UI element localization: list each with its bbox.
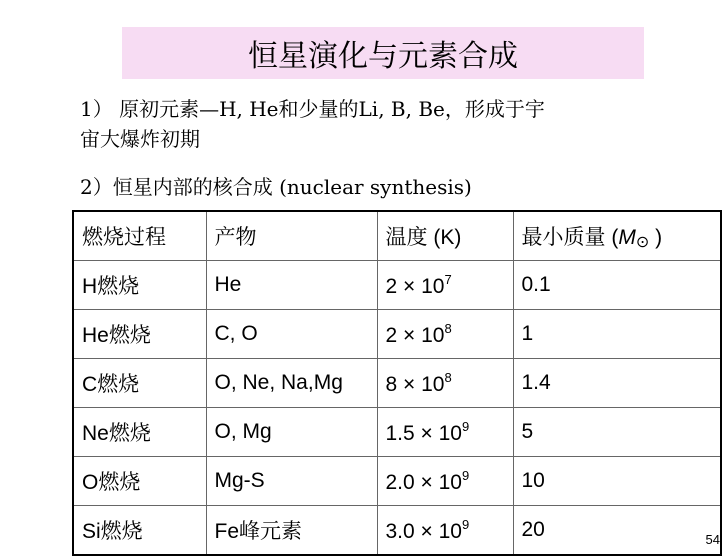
cell-min-mass: 0.1 bbox=[513, 261, 721, 310]
cell-process: H燃烧 bbox=[73, 261, 206, 310]
header-min-mass-suffix: ) bbox=[649, 225, 663, 249]
temperature-base: 1.5 × 10 bbox=[385, 421, 462, 445]
cell-min-mass: 20 bbox=[513, 506, 721, 556]
temperature-base: 2 × 10 bbox=[385, 323, 445, 347]
header-process: 燃烧过程 bbox=[73, 211, 206, 261]
cell-product: Fe峰元素 bbox=[206, 506, 377, 556]
temperature-exponent: 9 bbox=[461, 467, 470, 483]
cell-temperature bbox=[377, 506, 513, 556]
temperature-base: 3.0 × 10 bbox=[385, 519, 462, 543]
cell-min-mass: 10 bbox=[513, 457, 721, 506]
temperature-exponent: 9 bbox=[461, 516, 470, 532]
cell-product: O, Mg bbox=[206, 408, 377, 457]
header-min-mass-symbol: M bbox=[618, 225, 636, 249]
point-2: 2）恒星内部的核合成 (nuclear synthesis) bbox=[80, 175, 472, 199]
temperature-base: 2 × 10 bbox=[385, 274, 445, 298]
cell-product: O, Ne, Na,Mg bbox=[206, 359, 377, 408]
temperature-base: 8 × 10 bbox=[385, 372, 445, 396]
sun-symbol-icon: ⊙ bbox=[635, 233, 650, 251]
cell-temperature bbox=[377, 408, 513, 457]
table-row bbox=[73, 457, 721, 506]
cell-temperature bbox=[377, 261, 513, 310]
cell-temperature bbox=[377, 310, 513, 359]
cell-product: C, O bbox=[206, 310, 377, 359]
point-1-line-2: 宙大爆炸初期 bbox=[80, 127, 200, 151]
temperature-exponent: 8 bbox=[444, 369, 452, 385]
point-1-line-1: 1） 原初元素—H, He和少量的Li, B, Be，形成于宇 bbox=[80, 97, 545, 121]
nucleosynthesis-table bbox=[72, 210, 722, 556]
header-min-mass-prefix: 最小质量 ( bbox=[521, 225, 619, 249]
table-row bbox=[73, 506, 721, 556]
table-row bbox=[73, 261, 721, 310]
slide-title: 恒星演化与元素合成 bbox=[248, 39, 518, 74]
cell-process: O燃烧 bbox=[73, 457, 206, 506]
cell-process: C燃烧 bbox=[73, 359, 206, 408]
temperature-exponent: 8 bbox=[444, 320, 452, 336]
header-temperature: 温度 (K) bbox=[377, 211, 513, 261]
table-row bbox=[73, 310, 721, 359]
cell-min-mass: 5 bbox=[513, 408, 721, 457]
cell-product: He bbox=[206, 261, 377, 310]
temperature-base: 2.0 × 10 bbox=[385, 470, 462, 494]
header-product: 产物 bbox=[206, 211, 377, 261]
header-min-mass bbox=[513, 211, 721, 261]
cell-process: Si燃烧 bbox=[73, 506, 206, 556]
cell-process: He燃烧 bbox=[73, 310, 206, 359]
table-row bbox=[73, 359, 721, 408]
cell-process: Ne燃烧 bbox=[73, 408, 206, 457]
page-number: 54 bbox=[705, 532, 720, 547]
cell-min-mass: 1 bbox=[513, 310, 721, 359]
cell-temperature bbox=[377, 359, 513, 408]
slide-title-box bbox=[122, 27, 644, 79]
temperature-exponent: 7 bbox=[444, 271, 452, 287]
table-row bbox=[73, 408, 721, 457]
table-header-row bbox=[73, 211, 721, 261]
temperature-exponent: 9 bbox=[461, 418, 470, 434]
cell-product: Mg-S bbox=[206, 457, 377, 506]
cell-temperature bbox=[377, 457, 513, 506]
cell-min-mass: 1.4 bbox=[513, 359, 721, 408]
